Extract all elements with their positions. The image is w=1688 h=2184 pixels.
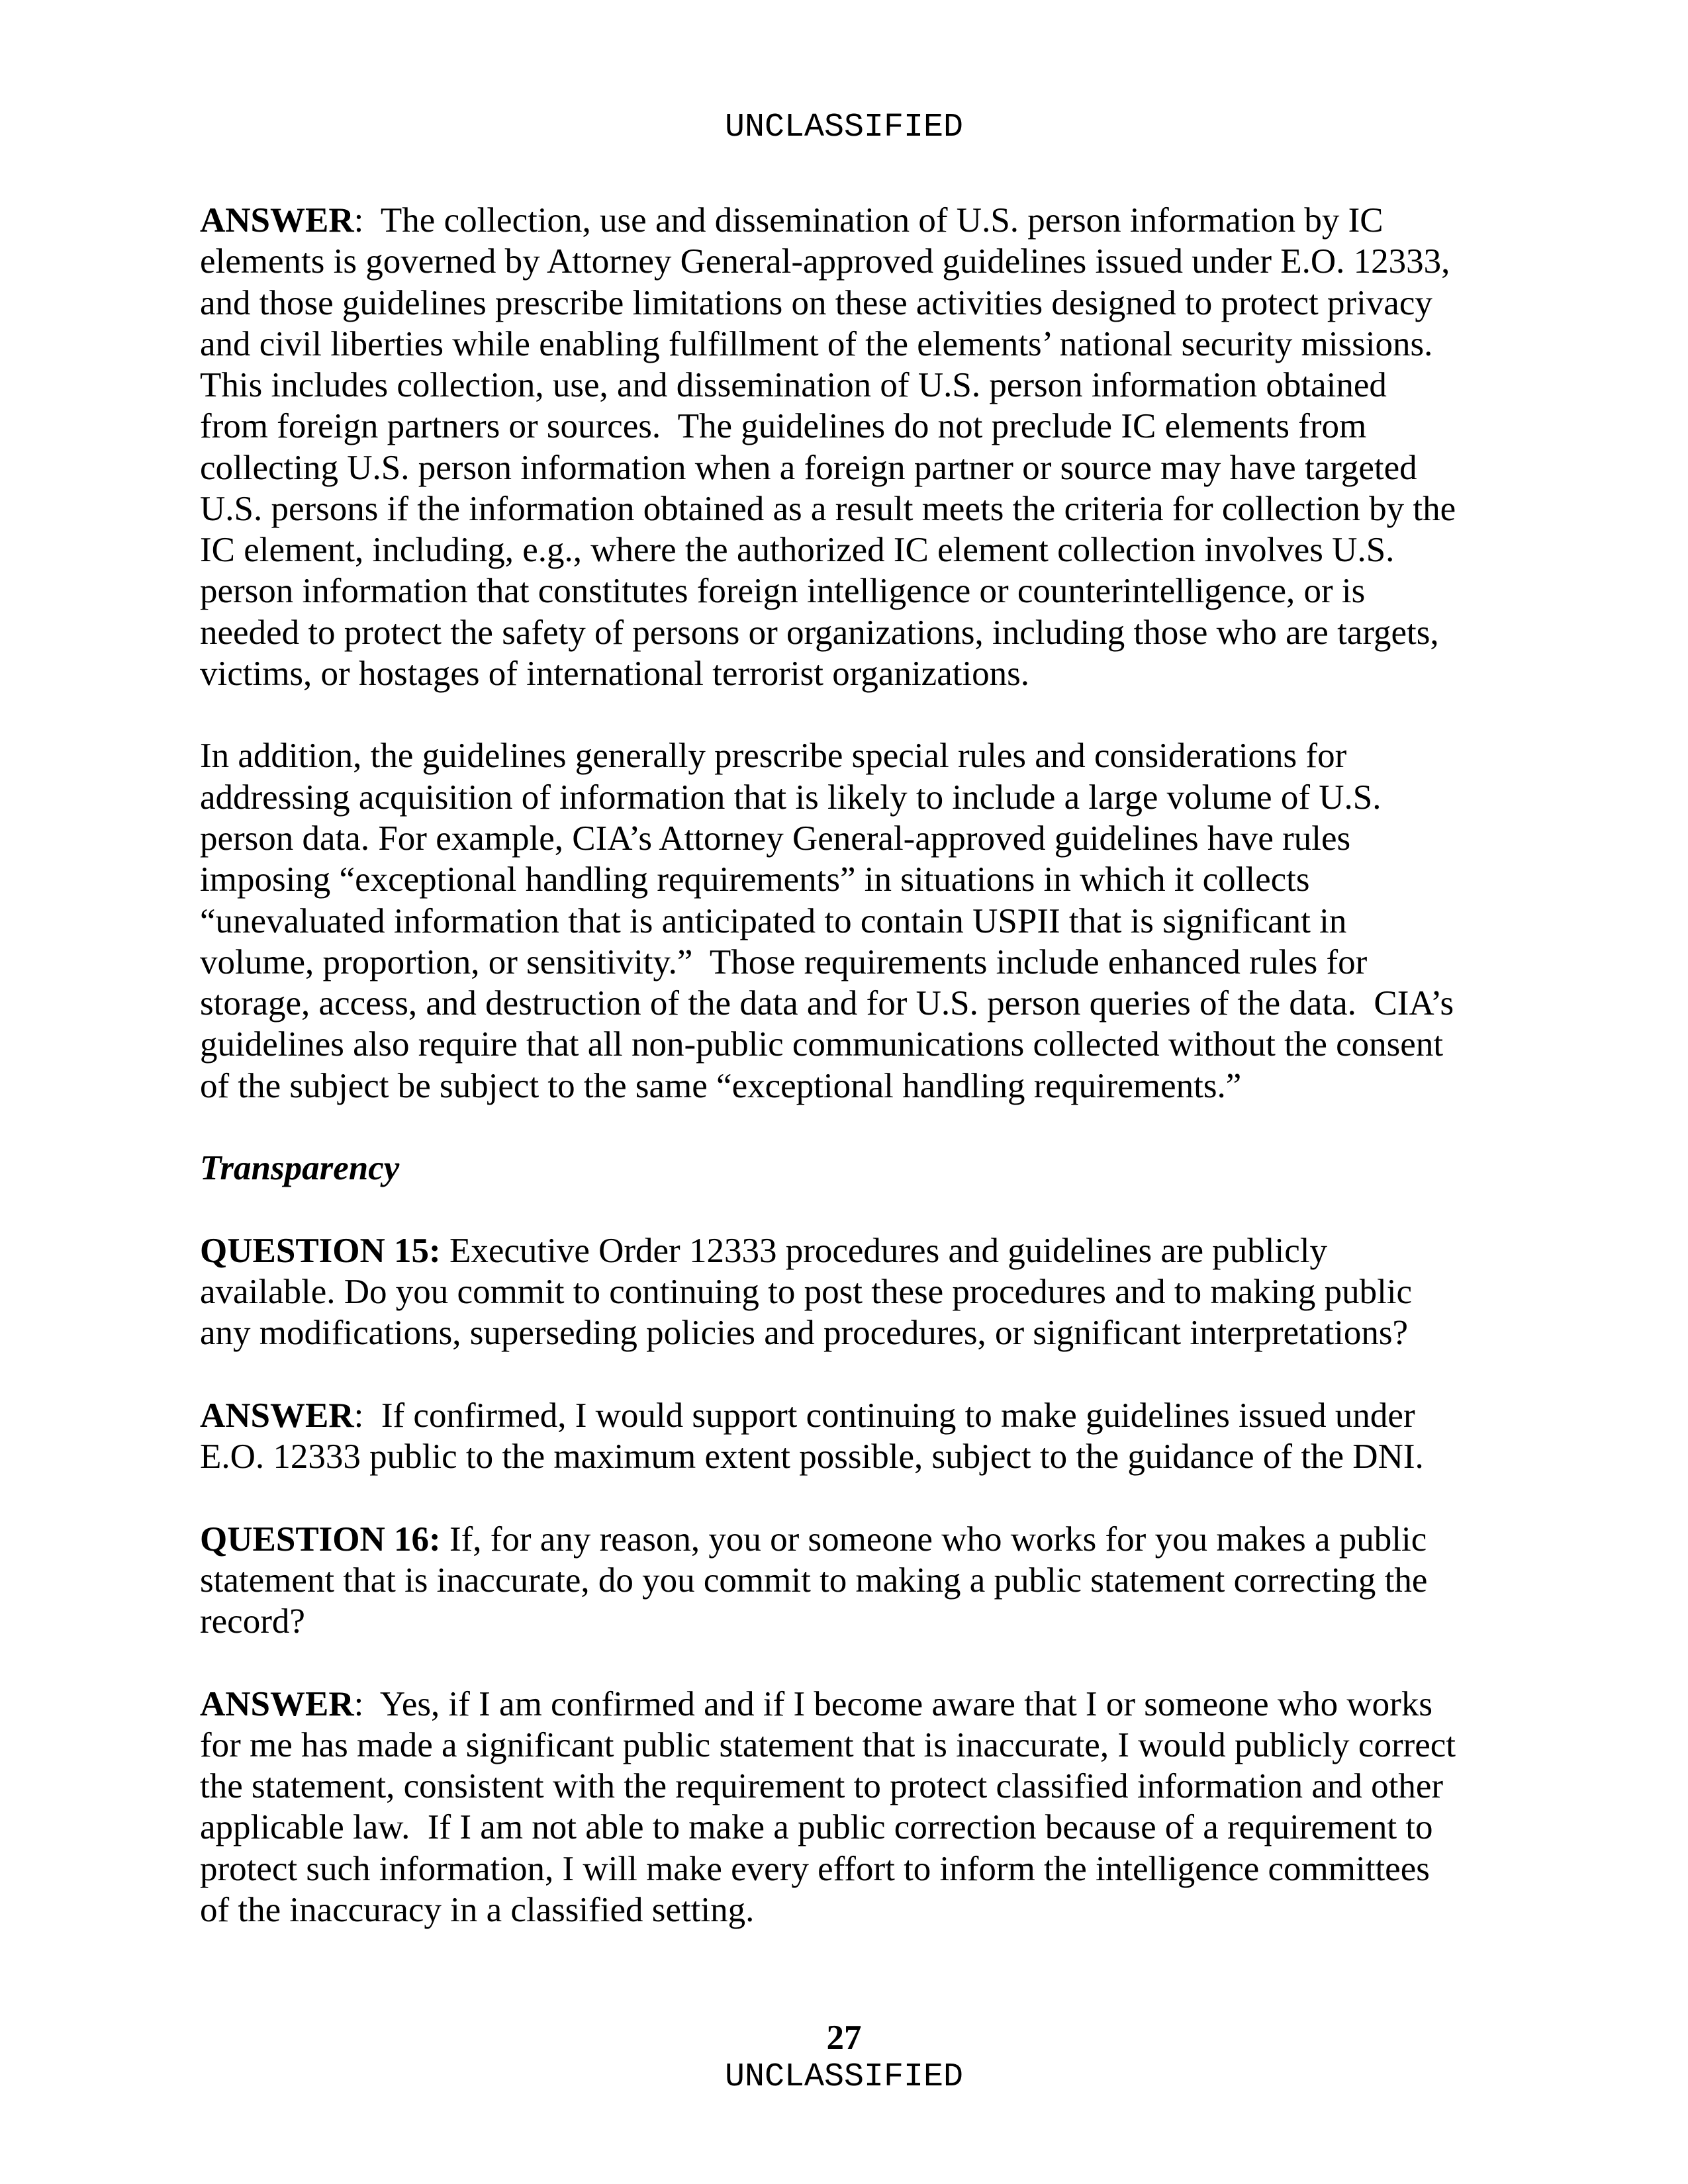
text-line (200, 406, 1524, 447)
text-line (200, 1766, 1524, 1807)
text-line (200, 1066, 1524, 1107)
text-line (200, 1024, 1524, 1065)
document-body (200, 200, 1524, 1972)
text-run: person data. For example, CIA’s Attorney General-approved guidelines have rules (200, 819, 1351, 858)
text-run: victims, or hostages of international terrorist organizations. (200, 654, 1030, 693)
question-block (200, 1519, 1524, 1643)
text-line (200, 859, 1524, 900)
text-run: applicable law. If I am not able to make a public correction because of a requirement to (200, 1808, 1433, 1847)
text-run: person information that constitutes foreign intelligence or counterintelligence, or is (200, 572, 1366, 611)
text-line (200, 1519, 1524, 1560)
text-run: Executive Order 12333 procedures and guidelines are publicly (440, 1231, 1327, 1270)
text-run: collecting U.S. person information when a foreign partner or source may have targeted (200, 448, 1417, 487)
text-line (200, 324, 1524, 365)
text-line (200, 1271, 1524, 1312)
text-run: available. Do you commit to continuing to post these procedures and to making public (200, 1272, 1413, 1311)
text-run: of the inaccuracy in a classified setting. (200, 1890, 755, 1929)
text-line (200, 1601, 1524, 1642)
text-line (200, 1230, 1524, 1271)
bold-label: ANSWER (200, 1684, 354, 1723)
text-run: E.O. 12333 public to the maximum extent possible, subject to the guidance of the DNI. (200, 1437, 1424, 1476)
text-run: record? (200, 1602, 305, 1641)
text-line (200, 983, 1524, 1024)
text-line (200, 529, 1524, 570)
text-line (200, 241, 1524, 282)
text-line (200, 570, 1524, 612)
page-number: 27 (826, 2019, 862, 2057)
text-line (200, 488, 1524, 529)
text-line (200, 200, 1524, 241)
text-run: This includes collection, use, and dissemination of U.S. person information obtained (200, 366, 1387, 405)
text-line (200, 1684, 1524, 1725)
text-line (200, 1312, 1524, 1353)
text-run: for me has made a significant public statement that is inaccurate, I would publicly correct (200, 1725, 1456, 1764)
text-line (200, 1807, 1524, 1848)
bold-label: QUESTION 16: (200, 1520, 441, 1559)
text-line (200, 942, 1524, 983)
text-line (200, 1395, 1524, 1436)
classification-header: UNCLASSIFIED (724, 109, 964, 146)
text-run: the statement, consistent with the requirement to protect classified information and other (200, 1767, 1444, 1806)
text-run: addressing acquisition of information that is likely to include a large volume of U.S. (200, 778, 1382, 817)
text-line (200, 1148, 1524, 1189)
text-line (200, 447, 1524, 488)
text-run: statement that is inaccurate, do you commit to making a public statement correcting the (200, 1561, 1428, 1600)
classification-footer: UNCLASSIFIED (724, 2058, 964, 2096)
text-run: and those guidelines prescribe limitations on these activities designed to protect privacy (200, 283, 1432, 322)
text-run: of the subject be subject to the same “exceptional handling requirements.” (200, 1066, 1242, 1105)
text-run: : The collection, use and dissemination of U.S. person information by IC (353, 201, 1383, 240)
text-run: “unevaluated information that is anticipated to contain USPII that is significant in (200, 901, 1347, 940)
text-run: storage, access, and destruction of the data and for U.S. person queries of the data. CIA’s (200, 984, 1454, 1023)
text-line (200, 653, 1524, 694)
text-run: In addition, the guidelines generally prescribe special rules and considerations for (200, 737, 1347, 776)
bold-label: QUESTION 15: (200, 1231, 441, 1270)
text-line (200, 1725, 1524, 1766)
paragraph-block (200, 735, 1524, 1106)
text-run: volume, proportion, or sensitivity.” Those requirements include enhanced rules for (200, 942, 1368, 981)
text-run: IC element, including, e.g., where the authorized IC element collection involves U.S. (200, 531, 1395, 570)
text-run: U.S. persons if the information obtained as a result meets the criteria for collection by the (200, 489, 1456, 528)
text-line (200, 612, 1524, 653)
text-run: elements is governed by Attorney General-approved guidelines issued under E.O. 12333, (200, 242, 1450, 281)
question-block (200, 1230, 1524, 1354)
text-run: : Yes, if I am confirmed and if I become aware that I or someone who works (353, 1684, 1432, 1723)
text-line (200, 1889, 1524, 1931)
text-line (200, 735, 1524, 776)
text-line (200, 1848, 1524, 1889)
bold-label: ANSWER (200, 1396, 354, 1435)
text-line (200, 818, 1524, 859)
text-run: and civil liberties while enabling fulfillment of the elements’ national security missions. (200, 324, 1433, 363)
text-run: any modifications, superseding policies and procedures, or significant interpretations? (200, 1314, 1409, 1353)
bold-label: ANSWER (200, 201, 354, 240)
section-heading-block (200, 1148, 1524, 1189)
text-run: : If confirmed, I would support continuing to make guidelines issued under (353, 1396, 1415, 1435)
text-line (200, 1560, 1524, 1601)
text-line (200, 365, 1524, 406)
text-run: guidelines also require that all non-public communications collected without the consent (200, 1025, 1444, 1064)
section-heading: Transparency (200, 1149, 400, 1188)
text-line (200, 1436, 1524, 1477)
text-line (200, 901, 1524, 942)
text-line (200, 777, 1524, 818)
text-line (200, 283, 1524, 324)
text-run: needed to protect the safety of persons or organizations, including those who are targets, (200, 613, 1439, 652)
text-run: imposing “exceptional handling requirements” in situations in which it collects (200, 860, 1310, 899)
text-run: from foreign partners or sources. The guidelines do not preclude IC elements from (200, 407, 1367, 446)
answer-block (200, 1395, 1524, 1478)
text-run: If, for any reason, you or someone who works for you makes a public (440, 1520, 1427, 1559)
text-run: protect such information, I will make every effort to inform the intelligence committees (200, 1849, 1430, 1888)
answer-block (200, 200, 1524, 694)
answer-block (200, 1684, 1524, 1931)
